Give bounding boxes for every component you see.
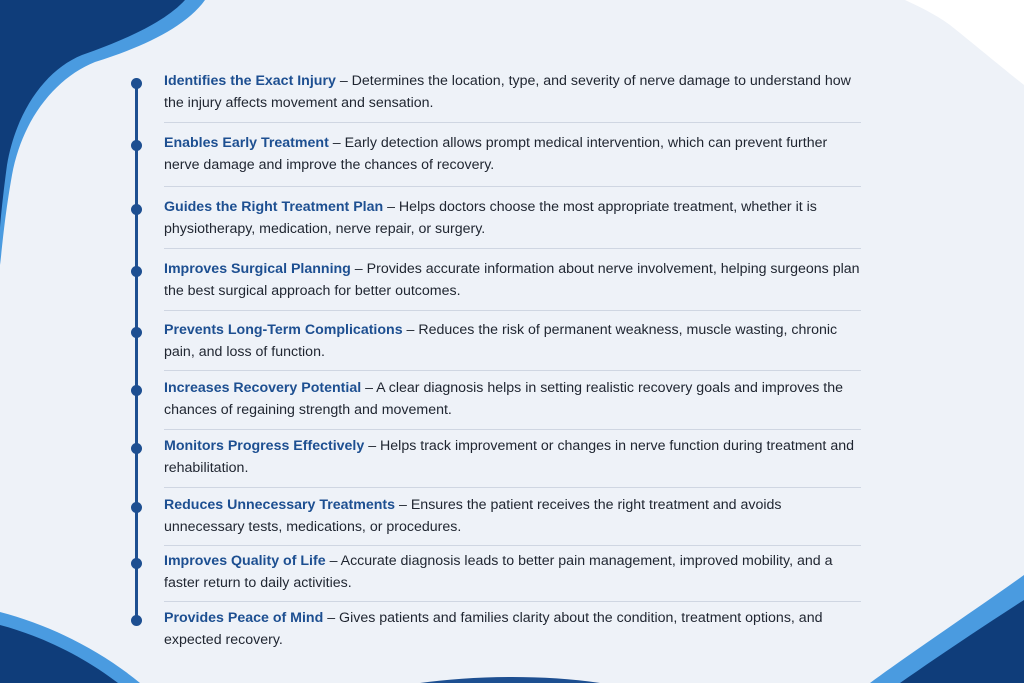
item-title: Enables Early Treatment: [164, 135, 329, 151]
item-description: – Helps track improvement or changes in nerve function during treatment and rehabilitation.: [164, 438, 854, 476]
item-description: – Ensures the patient receives the right treatment and avoids unnecessary tests, medications, or procedures.: [164, 497, 782, 535]
bullet-dot-icon: [131, 615, 142, 626]
divider: [164, 429, 861, 430]
divider: [164, 248, 861, 249]
item-text: [164, 258, 864, 302]
timeline-line: [135, 78, 138, 622]
item-title: Monitors Progress Effectively: [164, 438, 365, 454]
divider: [164, 186, 861, 187]
item-description: – Early detection allows prompt medical intervention, which can prevent further nerve damage and improve the chances of recovery.: [164, 135, 828, 173]
bullet-dot-icon: [131, 327, 142, 338]
item-description: – Gives patients and families clarity about the condition, treatment options, and expected recovery.: [164, 610, 823, 648]
item-description: – Reduces the risk of permanent weakness, muscle wasting, chronic pain, and loss of function.: [164, 322, 838, 360]
bottom-right-wave-dark: [900, 600, 1024, 683]
item-title: Prevents Long-Term Complications: [164, 322, 403, 338]
item-title: Increases Recovery Potential: [164, 380, 362, 396]
divider: [164, 370, 861, 371]
item-title: Improves Quality of Life: [164, 553, 326, 569]
bullet-dot-icon: [131, 558, 142, 569]
item-description: – Provides accurate information about nerve involvement, helping surgeons plan the best surgical approach for better outcomes.: [164, 261, 860, 299]
bullet-dot-icon: [131, 502, 142, 513]
divider: [164, 122, 861, 123]
item-text: [164, 494, 864, 538]
bullet-dot-icon: [131, 385, 142, 396]
item-text: [164, 377, 864, 421]
divider: [164, 545, 861, 546]
item-title: Reduces Unnecessary Treatments: [164, 497, 396, 513]
item-text: [164, 435, 864, 479]
item-description: – Accurate diagnosis leads to better pain management, improved mobility, and a faster return to daily activities.: [164, 553, 833, 591]
item-text: [164, 550, 864, 594]
item-text: [164, 607, 864, 651]
item-title: Provides Peace of Mind: [164, 610, 324, 626]
divider: [164, 487, 861, 488]
item-title: Identifies the Exact Injury: [164, 73, 336, 89]
bullet-dot-icon: [131, 443, 142, 454]
item-title: Improves Surgical Planning: [164, 261, 351, 277]
item-text: [164, 132, 864, 176]
bullet-dot-icon: [131, 78, 142, 89]
item-text: [164, 196, 864, 240]
bottom-center-wave: [420, 677, 600, 683]
divider: [164, 601, 861, 602]
bullet-dot-icon: [131, 266, 142, 277]
bullet-dot-icon: [131, 140, 142, 151]
item-text: [164, 319, 864, 363]
benefits-list: [120, 60, 865, 660]
item-title: Guides the Right Treatment Plan: [164, 199, 384, 215]
item-description: – A clear diagnosis helps in setting realistic recovery goals and improves the chances of regaining strength and movement.: [164, 380, 843, 418]
bullet-dot-icon: [131, 204, 142, 215]
divider: [164, 310, 861, 311]
item-text: [164, 70, 864, 114]
right-top-wave-light: [905, 0, 1024, 85]
item-description: – Helps doctors choose the most appropriate treatment, whether it is physiotherapy, medication, nerve repair, or surgery.: [164, 199, 817, 237]
item-description: – Determines the location, type, and severity of nerve damage to understand how the injury affects movement and sensation.: [164, 73, 851, 111]
